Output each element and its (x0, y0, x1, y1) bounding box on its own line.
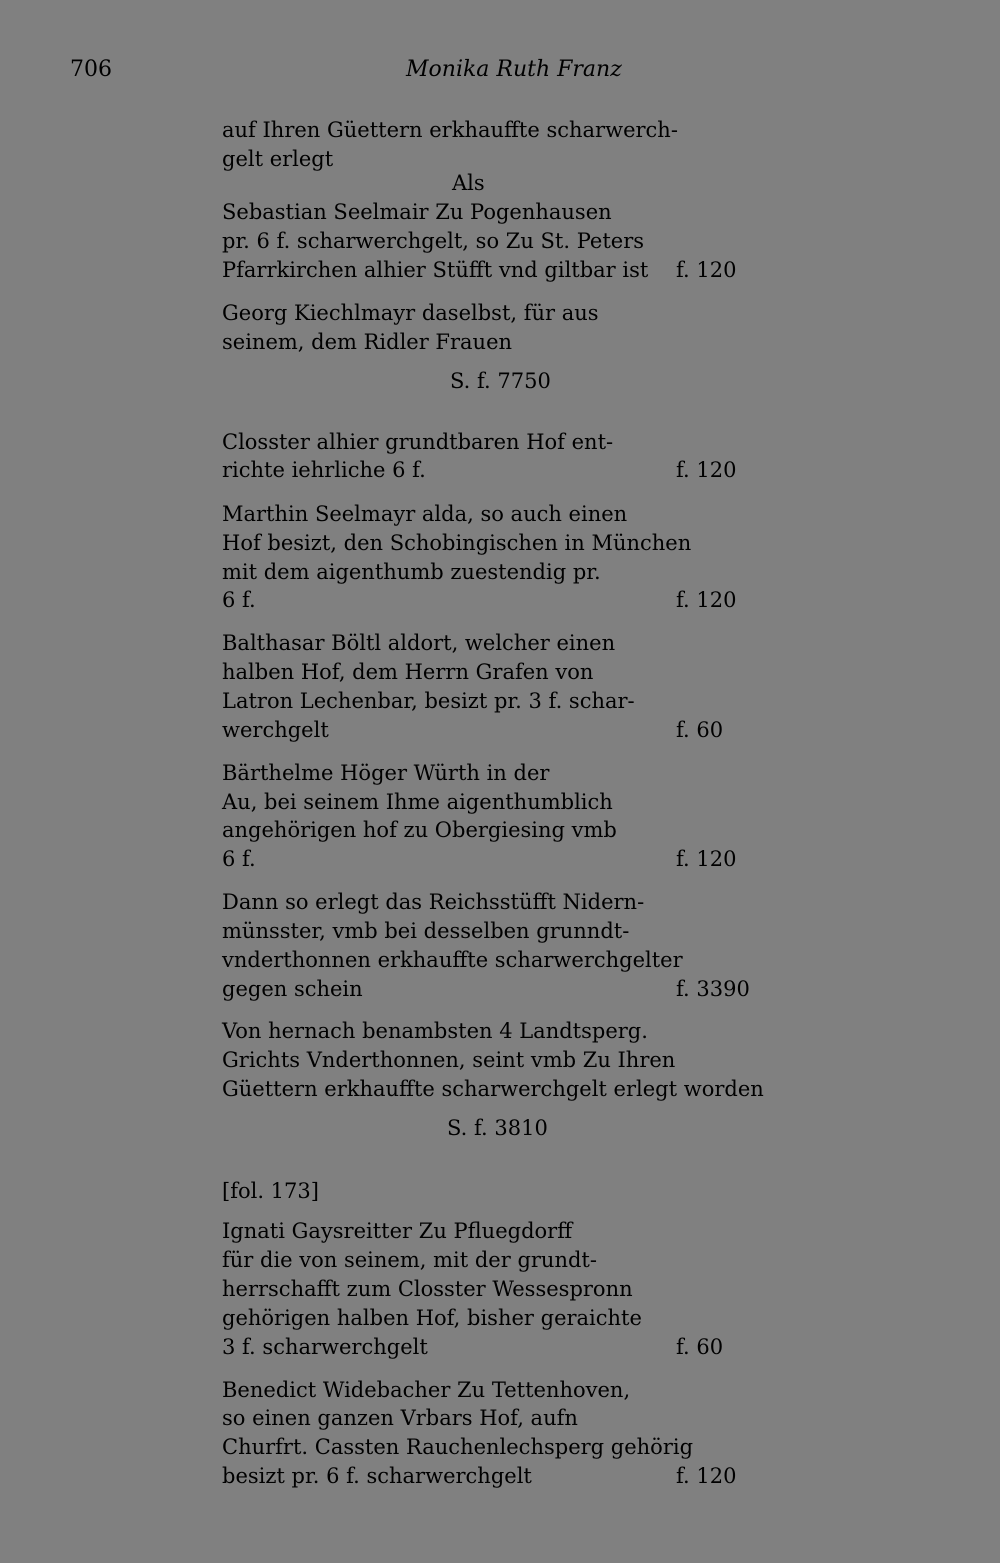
amount: f. 120 (676, 847, 737, 871)
text-line: Güettern erkhauffte scharwerchgelt erlegt worden (222, 1077, 764, 1101)
text-line: 6 f. (222, 847, 256, 871)
text-line: Pfarrkirchen alhier Stüfft vnd giltbar ist (222, 258, 649, 282)
amount: f. 3390 (676, 977, 750, 1001)
text-line: Ignati Gaysreitter Zu Pfluegdorff (222, 1219, 573, 1243)
text-line: werchgelt (222, 718, 329, 742)
text-line: 6 f. (222, 588, 256, 612)
text-line: seinem, dem Ridler Frauen (222, 330, 513, 354)
text-line: Grichts Vnderthonnen, seint vmb Zu Ihren (222, 1048, 676, 1072)
folio-marker: [fol. 173] (222, 1179, 319, 1203)
sum-line: S. f. 3810 (447, 1116, 548, 1140)
text-line: gegen schein (222, 977, 363, 1001)
text-line: mit dem aigenthumb zuestendig pr. (222, 560, 601, 584)
text-line: Sebastian Seelmair Zu Pogenhausen (222, 200, 612, 224)
text-line: Latron Lechenbar, besizt pr. 3 f. schar- (222, 689, 635, 713)
amount: f. 120 (676, 1464, 737, 1488)
text-line: gelt erlegt (222, 147, 334, 171)
text-line: Hof besizt, den Schobingischen in München (222, 531, 692, 555)
text-line: Marthin Seelmayr alda, so auch einen (222, 502, 628, 526)
text-line: Balthasar Böltl aldort, welcher einen (222, 631, 616, 655)
text-line: vnderthonnen erkhauffte scharwerchgelter (222, 948, 683, 972)
text-line: richte iehrliche 6 f. (222, 458, 426, 482)
amount: f. 120 (676, 258, 737, 282)
text-line: münsster, vmb bei desselben grunndt- (222, 919, 630, 943)
text-line: Closster alhier grundtbaren Hof ent- (222, 430, 614, 454)
centered-heading: Als (452, 171, 485, 195)
text-line: für die von seinem, mit der grundt- (222, 1248, 597, 1272)
text-line: Von hernach benambsten 4 Landtsperg. (222, 1019, 648, 1043)
amount: f. 60 (676, 718, 724, 742)
text-line: 3 f. scharwerchgelt (222, 1335, 428, 1359)
running-head: Monika Ruth Franz (406, 57, 622, 82)
amount: f. 60 (676, 1335, 724, 1359)
sum-line: S. f. 7750 (450, 369, 551, 393)
amount: f. 120 (676, 588, 737, 612)
amount: f. 120 (676, 458, 737, 482)
text-line: Au, bei seinem Ihme aigenthumblich (222, 790, 613, 814)
text-line: Churfrt. Cassten Rauchenlechsperg gehörig (222, 1435, 694, 1459)
text-line: Dann so erlegt das Reichsstüfft Nidern- (222, 890, 645, 914)
text-line: halben Hof, dem Herrn Grafen von (222, 660, 594, 684)
text-line: herrschafft zum Closster Wessespronn (222, 1277, 633, 1301)
text-line: besizt pr. 6 f. scharwerchgelt (222, 1464, 532, 1488)
text-line: Georg Kiechlmayr daselbst, für aus (222, 301, 599, 325)
text-line: Bärthelme Höger Würth in der (222, 761, 550, 785)
text-line: gehörigen halben Hof, bisher geraichte (222, 1306, 642, 1330)
text-line: Benedict Widebacher Zu Tettenhoven, (222, 1378, 631, 1402)
page-number: 706 (70, 57, 112, 82)
text-line: angehörigen hof zu Obergiesing vmb (222, 818, 617, 842)
text-line: pr. 6 f. scharwerchgelt, so Zu St. Peters (222, 229, 645, 253)
text-line: so einen ganzen Vrbars Hof, aufn (222, 1406, 578, 1430)
text-line: auf Ihren Güettern erkhauffte scharwerch- (222, 118, 678, 142)
